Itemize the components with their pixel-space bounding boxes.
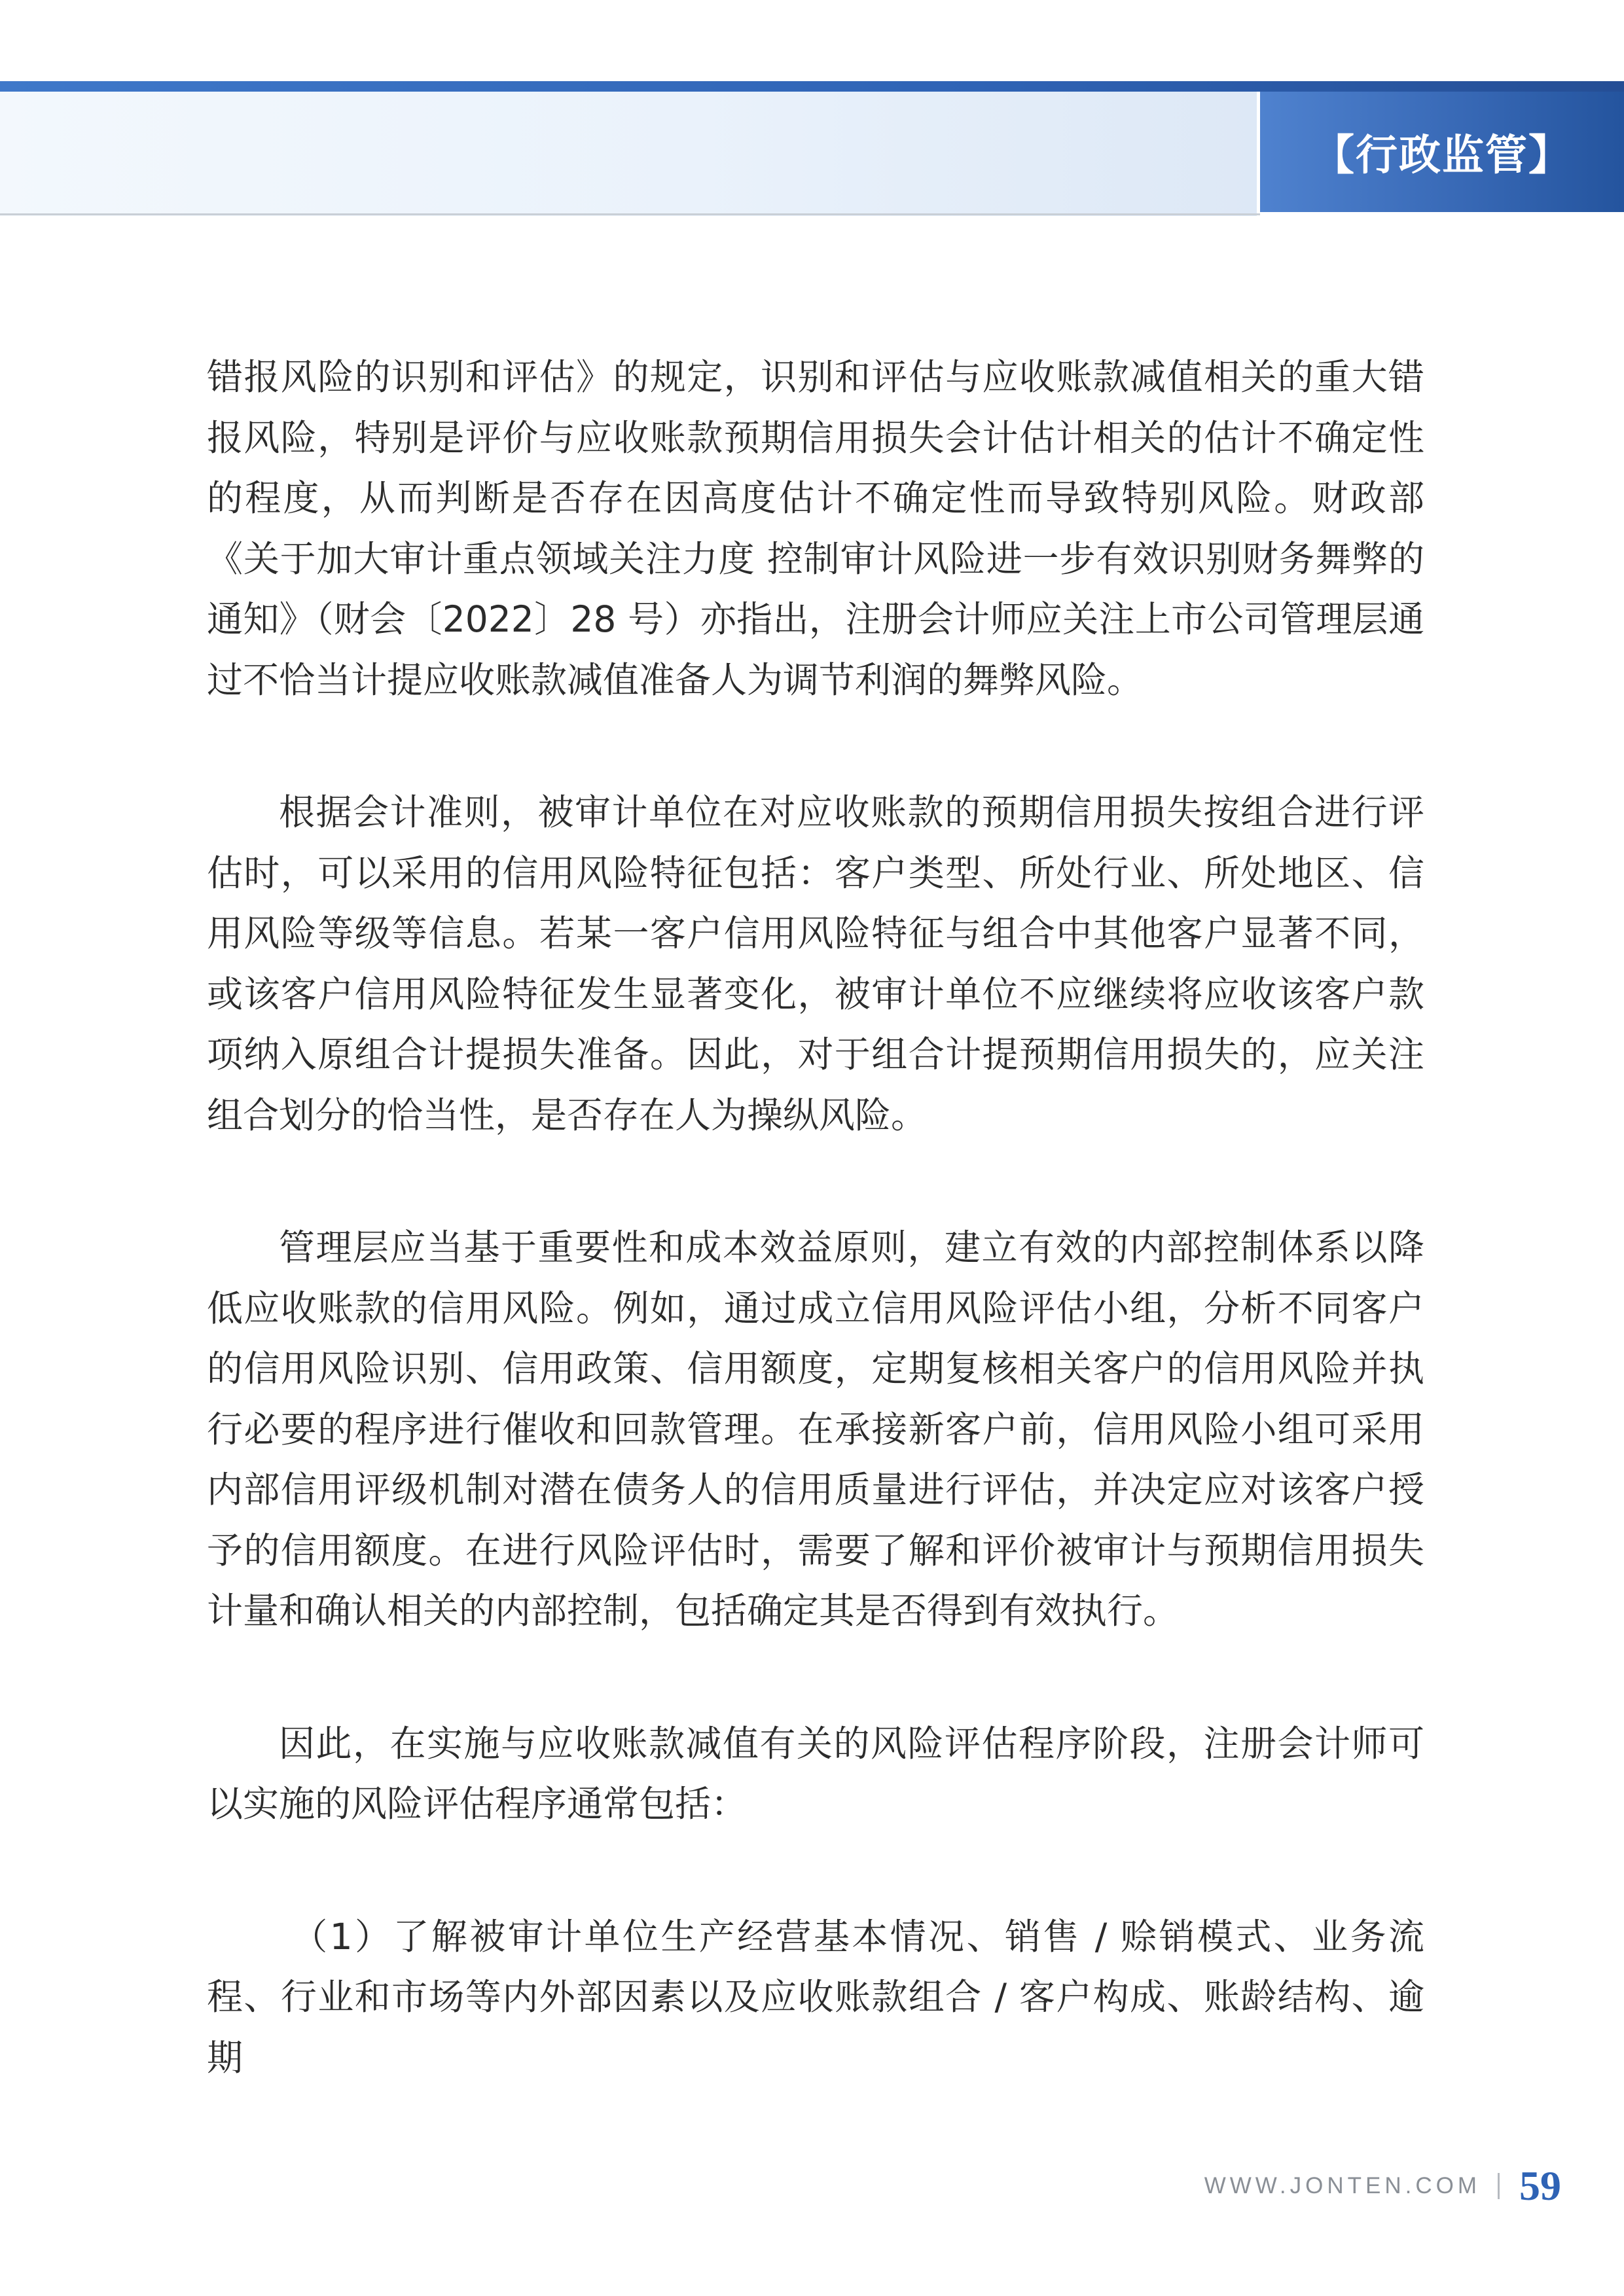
website-link[interactable]: WWW.JONTEN.COM xyxy=(1204,2173,1481,2198)
page-footer xyxy=(1204,2160,1561,2212)
header-band xyxy=(0,92,1257,216)
paragraph-continued: 错报风险的识别和评估》的规定，识别和评估与应收账款减值相关的重大错报风险，特别是评价与应收账款预期信用损失会计估计相关的估计不确定性的程度，从而判断是否存在因高度估计不确定性而导致特别风险。财政部《关于加大审计重点领域关注力度 控制审计风险进一步有效识别财务舞弊的通知》（财会〔2022〕28 号）亦指出，注册会计师应关注上市公司管理层通过不恰当计提应收账款减值准备人为调节利润的舞弊风险。 xyxy=(207,356,1424,701)
footer-separator xyxy=(1498,2173,1500,2199)
header-top-rule xyxy=(0,81,1624,92)
paragraph: 因此，在实施与应收账款减值有关的风险评估程序阶段，注册会计师可以实施的风险评估程序通常包括： xyxy=(207,1722,1424,1825)
header-divider xyxy=(0,213,1260,215)
section-label: 【行政监管】 xyxy=(1312,132,1572,180)
article-body xyxy=(207,347,1424,2088)
paragraph: 管理层应当基于重要性和成本效益原则，建立有效的内部控制体系以降低应收账款的信用风险。例如，通过成立信用风险评估小组，分析不同客户的信用风险识别、信用政策、信用额度，定期复核相关客户的信用风险并执行必要的程序进行催收和回款管理。在承接新客户前，信用风险小组可采用内部信用评级机制对潜在债务人的信用质量进行评估，并决定应对该客户授予的信用额度。在进行风险评估时，需要了解和评价被审计与预期信用损失计量和确认相关的内部控制，包括确定其是否得到有效执行。 xyxy=(207,1227,1424,1632)
list-item: （1）了解被审计单位生产经营基本情况、销售 / 赊销模式、业务流程、行业和市场等内外部因素以及应收账款组合 / 客户构成、账龄结构、逾期 xyxy=(207,1915,1424,2079)
section-tab xyxy=(1260,92,1624,212)
page-number: 59 xyxy=(1519,2162,1561,2209)
paragraph: 根据会计准则，被审计单位在对应收账款的预期信用损失按组合进行评估时，可以采用的信用风险特征包括：客户类型、所处行业、所处地区、信用风险等级等信息。若某一客户信用风险特征与组合中其他客户显著不同，或该客户信用风险特征发生显著变化，被审计单位不应继续将应收该客户款项纳入原组合计提损失准备。因此，对于组合计提预期信用损失的，应关注组合划分的恰当性，是否存在人为操纵风险。 xyxy=(207,791,1424,1136)
